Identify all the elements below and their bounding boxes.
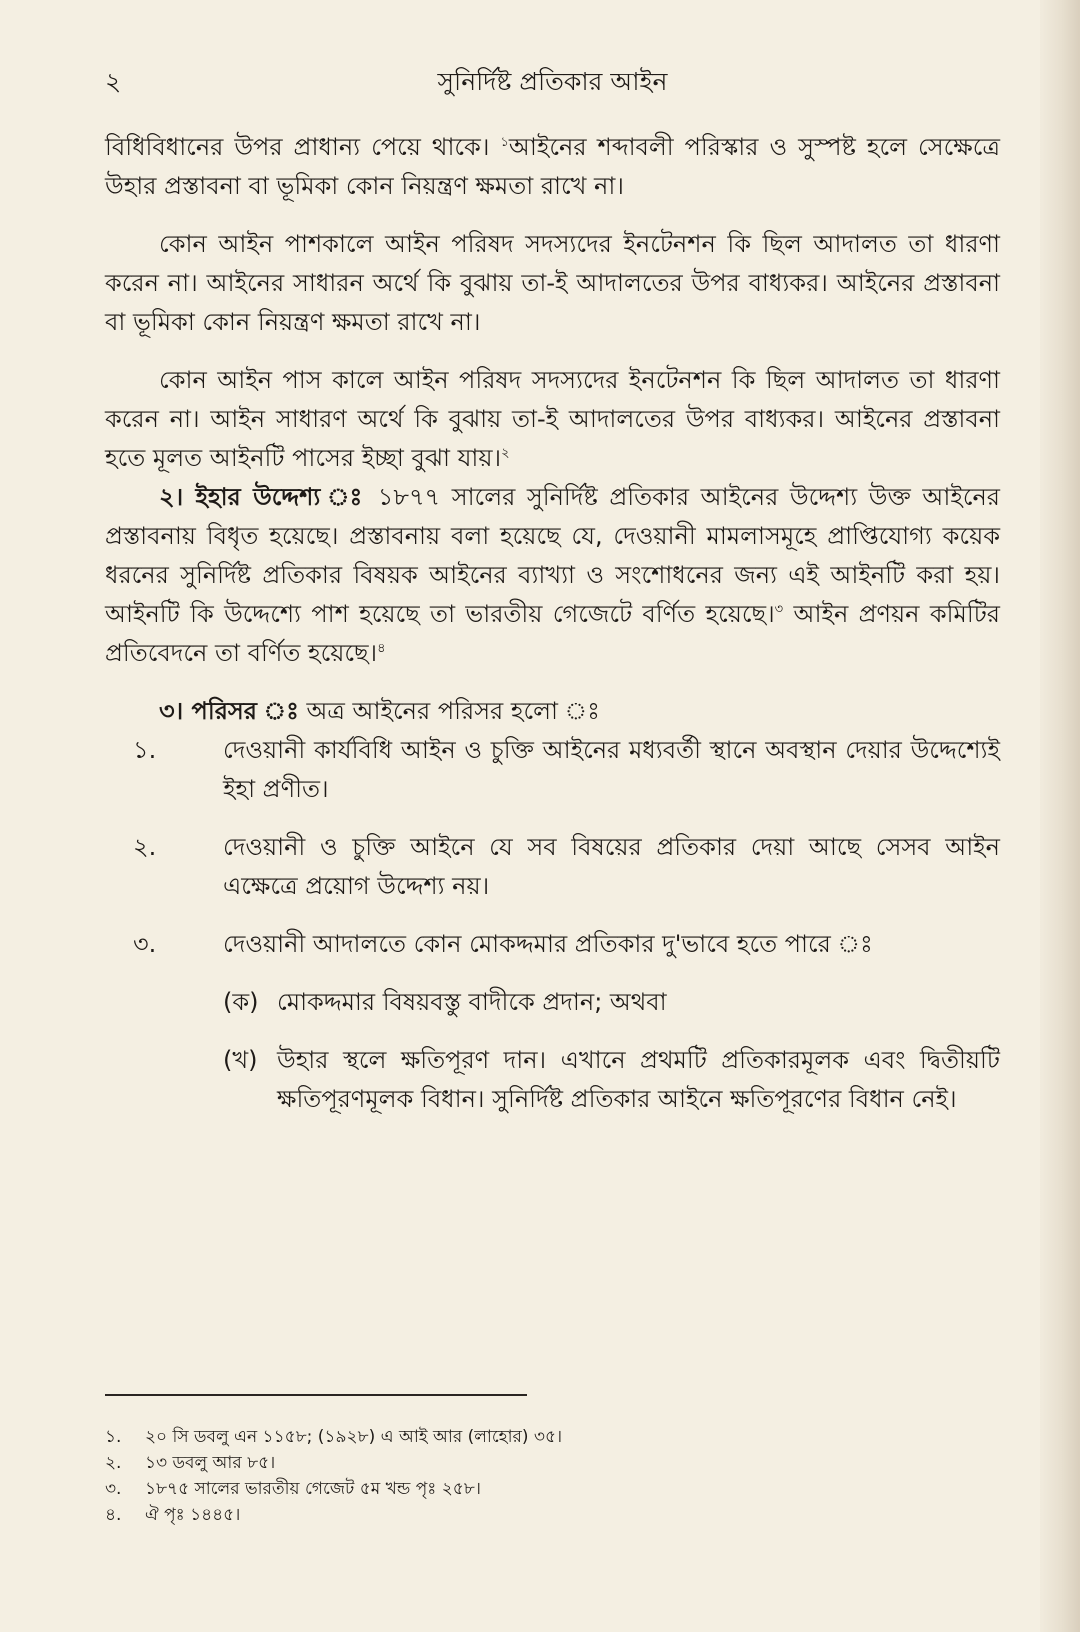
- footnote-ref-3[interactable]: ৩: [774, 602, 784, 617]
- running-title: সুনির্দিষ্ট প্রতিকার আইন: [437, 67, 668, 96]
- footnote: ৩. ১৮৭৫ সালের ভারতীয় গেজেট ৫ম খন্ড পৃঃ ২৫৮।: [105, 1479, 481, 1499]
- section-3-heading: ৩। পরিসর ঃ: [159, 697, 299, 725]
- footnote: ৪. ঐ পৃঃ ১৪৪৫।: [105, 1505, 241, 1525]
- page-number: ২: [105, 67, 122, 96]
- section-2-heading: ২। ইহার উদ্দেশ্য ঃ: [159, 483, 367, 511]
- footnote-ref-1[interactable]: ১: [500, 135, 509, 150]
- section-2-purpose: ২। ইহার উদ্দেশ্য ঃ ১৮৭৭ সালের সুনির্দিষ্ট প্রতিকার আইনের উদ্দেশ্য উক্ত আইনের প্রস্তাবনায় বিধৃত হয়েছে। প্রস্তাবনায় বলা হয়েছে যে, দেওয়ানী মামলাসমূহে প্রাপ্তিযোগ্য কয়েক ধরনের সুনির্দিষ্ট প্রতিকার বিষয়ক আইনের ব্যাখ্যা ও সংশোধনের জন্য এই আইনটি করা হয়। আইনটি কি উদ্দেশ্যে পাশ হয়েছে তা ভারতীয় গেজেটে বর্ণিত হয়েছে।$^৩$ আইন প্রণয়ন কমিটির প্রতিবেদনে তা বর্ণিত হয়েছে।$^৪$: [105, 483, 1001, 667]
- paragraph-1: বিধিবিধানের উপর প্রাধান্য পেয়ে থাকে। $^১$আইনের শব্দাবলী পরিস্কার ও সুস্পষ্ট হলে সেক্ষেত্রে উহার প্রস্তাবনা বা ভূমিকা কোন নিয়ন্ত্রণ ক্ষমতা রাখে না।: [105, 133, 1000, 200]
- section-3-scope: ৩। পরিসর ঃ অত্র আইনের পরিসর হলো ঃ: [159, 697, 600, 725]
- footnotes: [105, 1424, 805, 1528]
- sub-list-item: (ক) মোকদ্দমার বিষয়বস্তু বাদীকে প্রদান; অথবা: [223, 988, 667, 1016]
- paragraph-3: কোন আইন পাস কালে আইন পরিষদ সদস্যদের ইনটেনশন কি ছিল আদালত তা ধারণা করেন না। আইন সাধারণ অর্থে কি বুঝায় তা-ই আদালতের উপর বাধ্যকর। আইনের প্রস্তাবনা হতে মূলত আইনটি পাসের ইচ্ছা বুঝা যায়।$^২$: [105, 366, 1000, 472]
- paragraph-2: কোন আইন পাশকালে আইন পরিষদ সদস্যদের ইনটেনশন কি ছিল আদালত তা ধারণা করেন না। আইনের সাধারন অর্থে কি বুঝায় তা-ই আদালতের উপর বাধ্যকর। আইনের প্রস্তাবনা বা ভূমিকা কোন নিয়ন্ত্রণ ক্ষমতা রাখে না।: [105, 230, 1000, 336]
- page-edge-shadow: [1040, 0, 1080, 1632]
- sub-list: [105, 983, 1000, 1119]
- footnote: ২. ১৩ ডবলু আর ৮৫।: [105, 1453, 276, 1473]
- page-header: [105, 62, 1000, 102]
- footnote-ref-4[interactable]: ৪: [377, 641, 386, 656]
- list-item: ২. দেওয়ানী ও চুক্তি আইনে যে সব বিষয়ের প্রতিকার দেয়া আছে সেসব আইন এক্ষেত্রে প্রয়োগ উদ্দেশ্য নয়।: [133, 833, 1000, 900]
- footnote-ref-2[interactable]: ২: [501, 446, 510, 461]
- footnote-divider: [105, 1394, 527, 1396]
- body-text: [105, 128, 1000, 1119]
- footnote: ১. ২০ সি ডবলু এন ১১৫৮; (১৯২৮) এ আই আর (লাহোর) ৩৫।: [105, 1427, 563, 1447]
- sub-list-item: (খ) উহার স্থলে ক্ষতিপূরণ দান। এখানে প্রথমটি প্রতিকারমূলক এবং দ্বিতীয়টি ক্ষতিপূরণমূলক বিধান। সুনির্দিষ্ট প্রতিকার আইনে ক্ষতিপূরণের বিধান নেই।: [223, 1046, 1000, 1113]
- list-item: ১. দেওয়ানী কার্যবিধি আইন ও চুক্তি আইনের মধ্যবর্তী স্থানে অবস্থান দেয়ার উদ্দেশ্যেই ইহা প্রণীত।: [133, 736, 1000, 803]
- list-item: ৩. দেওয়ানী আদালতে কোন মোকদ্দমার প্রতিকার দু'ভাবে হতে পারে ঃ: [133, 930, 873, 958]
- scope-list: [105, 731, 1000, 964]
